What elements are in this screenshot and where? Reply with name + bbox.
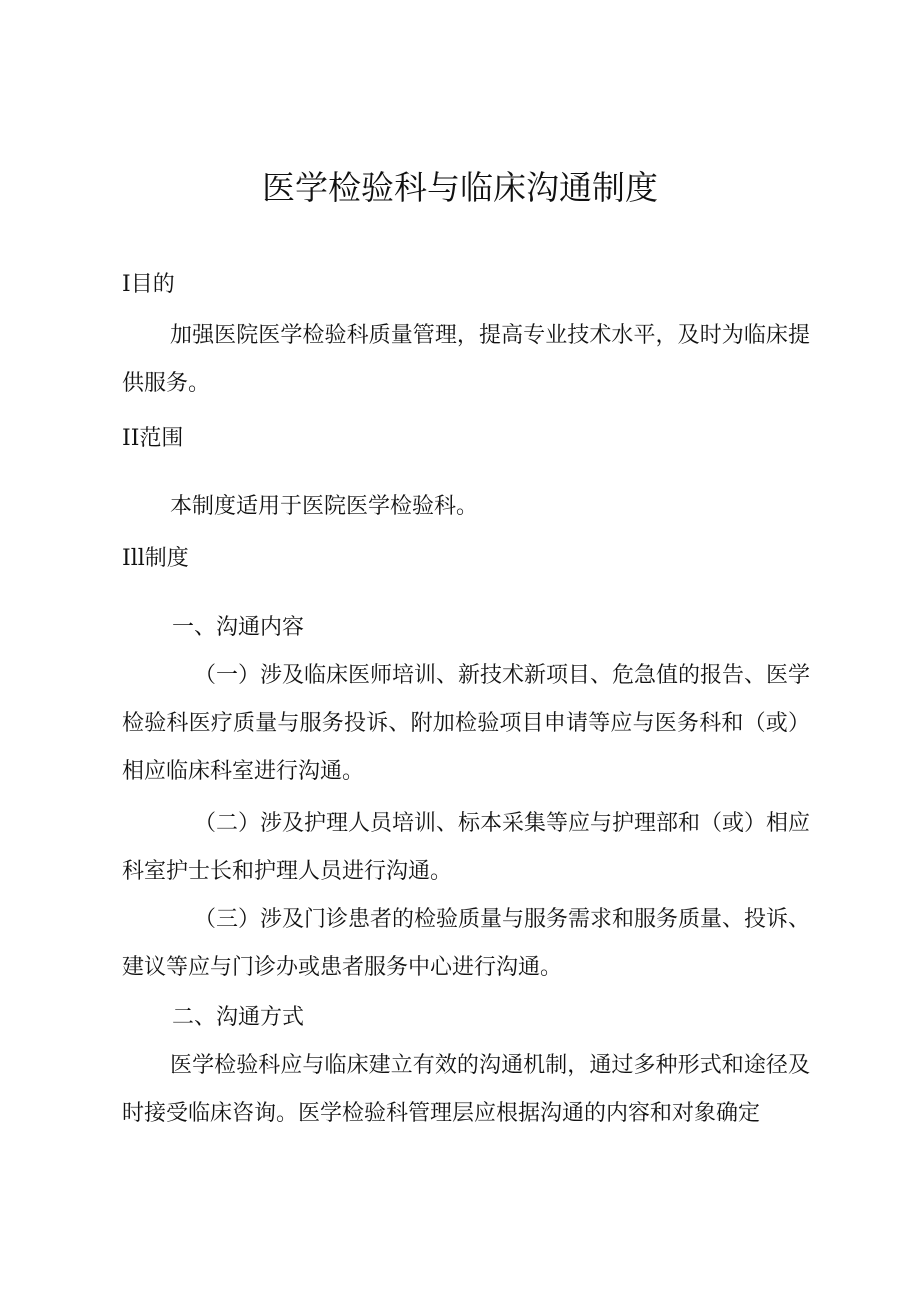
method-paragraph: 医学检验科应与临床建立有效的沟通机制，通过多种形式和途径及时接受临床咨询。医学检验科管理层应根据沟通的内容和对象确定 [122, 1053, 810, 1126]
subsection-heading-method: 二、沟通方式 [172, 1005, 305, 1030]
section-heading-policy: Ill制度 [122, 546, 189, 571]
section-heading-purpose: I目的 [122, 272, 175, 297]
content-paragraph-3: （三）涉及门诊患者的检验质量与服务需求和服务质量、投诉、建议等应与门诊办或患者服务中心进行沟通。 [122, 907, 811, 980]
subsection-heading-content: 一、沟通内容 [172, 615, 305, 640]
scope-paragraph: 本制度适用于医院医学检验科。 [170, 494, 479, 519]
purpose-paragraph: 加强医院医学检验科质量管理，提高专业技术水平，及时为临床提供服务。 [122, 323, 810, 396]
section-heading-scope: II范围 [122, 426, 184, 451]
content-paragraph-1: （一）涉及临床医师培训、新技术新项目、危急值的报告、医学检验科医疗质量与服务投诉、附加检验项目申请等应与医务科和（或）相应临床科室进行沟通。 [122, 663, 811, 784]
document-title: 医学检验科与临床沟通制度 [262, 168, 658, 207]
content-paragraph-2: （二）涉及护理人员培训、标本采集等应与护理部和（或）相应科室护士长和护理人员进行沟通。 [122, 811, 811, 884]
